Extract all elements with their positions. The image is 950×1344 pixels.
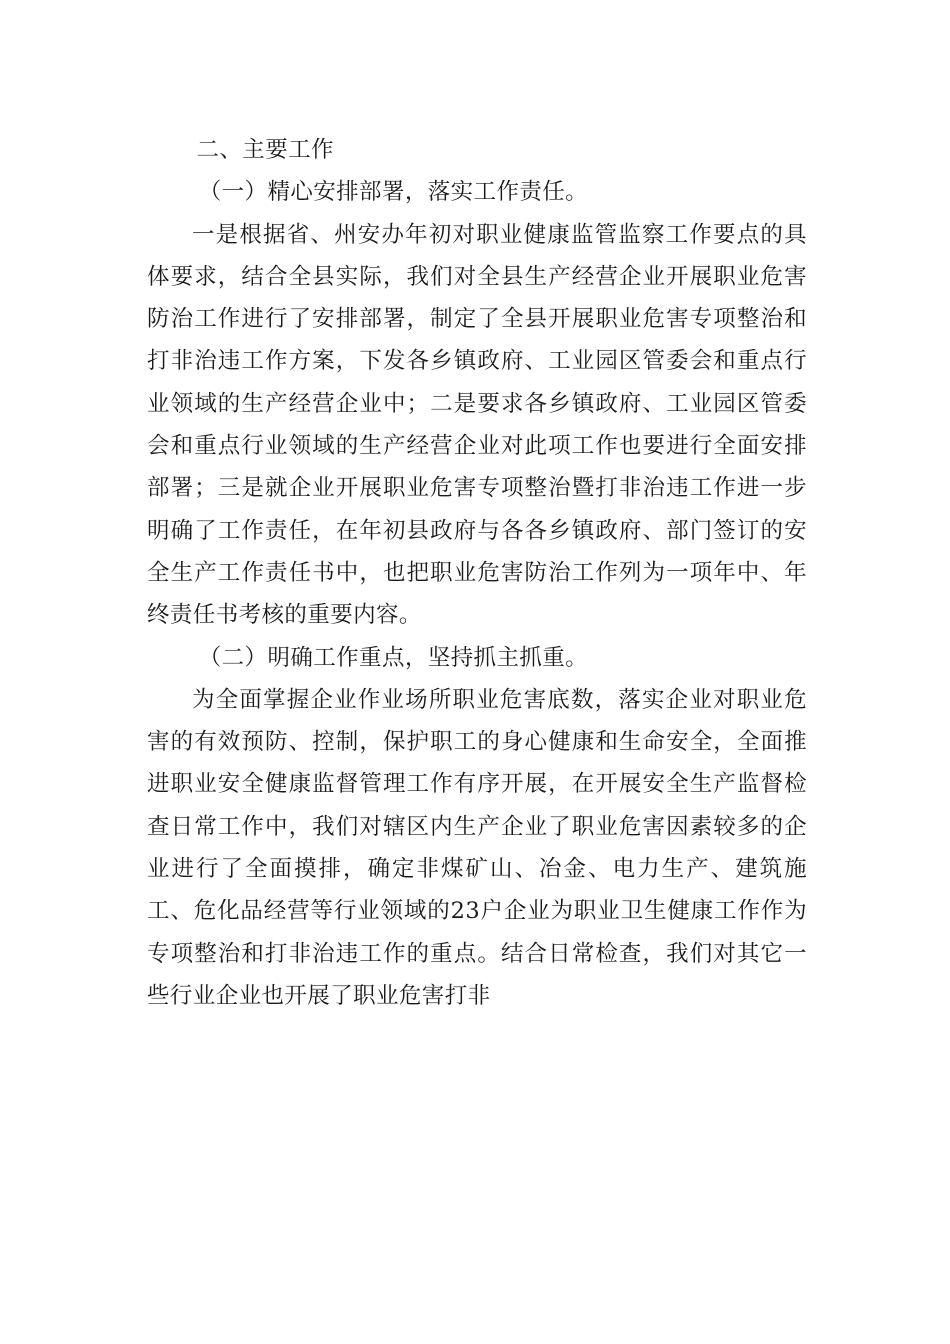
document-body xyxy=(147,129,807,1017)
subsection-1-paragraph: 一是根据省、州安办年初对职业健康监管监察工作要点的具体要求，结合全县实际，我们对全县生产经营企业开展职业危害防治工作进行了安排部署，制定了全县开展职业危害专项整治和打非治违工作方案，下发各乡镇政府、工业园区管委会和重点行业领域的生产经营企业中；二是要求各乡镇政府、工业园区管委会和重点行业领域的生产经营企业对此项工作也要进行全面安排部署；三是就企业开展职业危害专项整治暨打非治违工作进一步明确了工作责任，在年初县政府与各各乡镇政府、部门签订的安全生产工作责任书中，也把职业危害防治工作列为一项年中、年终责任书考核的重要内容。 xyxy=(147,221,807,629)
subsection-1-title: （一）精心安排部署，落实工作责任。 xyxy=(198,179,589,206)
subsection-2-title: （二）明确工作重点，坚持抓主抓重。 xyxy=(198,644,589,671)
section-title: 二、主要工作 xyxy=(196,137,334,163)
subsection-2-paragraph: 为全面掌握企业作业场所职业危害底数，落实企业对职业危害的有效预防、控制，保护职工的身心健康和生命安全，全面推进职业安全健康监督管理工作有序开展，在开展安全生产监督检查日常工作中，我们对辖区内生产企业了职业危害因素较多的企业进行了全面摸排，确定非煤矿山、冶金、电力生产、建筑施工、危化品经营等行业领域的23户企业为职业卫生健康工作作为专项整治和打非治违工作的重点。结合日常检查，我们对其它一些行业企业也开展了职业危害打非 xyxy=(147,686,807,1009)
